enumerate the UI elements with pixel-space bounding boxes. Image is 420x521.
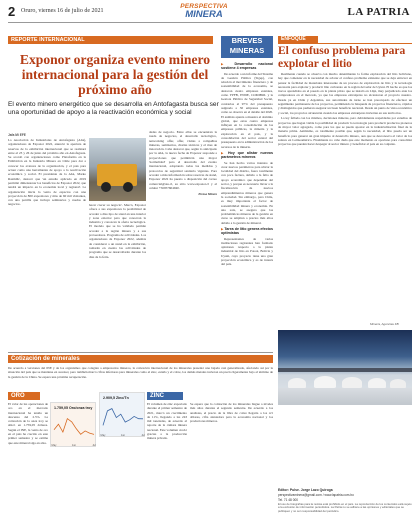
cobre-text: Se espera que la cotización de los minerales llegue a niveles más altos durante el segundo semestre. De acuerdo a los analistas, el precio de la libra de cobre llegaría a los 4.5 dólares, cifra alentadora para la economía nacional y los productores mineros. [190, 402, 273, 424]
chart-tick-label: Jul [92, 444, 96, 447]
header-rule [8, 22, 412, 23]
footer-tel: Tel. 71 48 000 [278, 498, 299, 502]
byline: Jafa Mi EFE [8, 133, 26, 137]
article-body-3: dades de negocio. Entre ellas se encuentran la rueda de negocios, el desarrollo tecnológico, networking offer, offer, visitas a compañías mineras, seminarios, charlas técnicas y el mes de innovación. Cabe destacar que, según lo anticipado por la AIA, la nueva fecha de Exponor responde a proyecciones que permitirán una mayor 'normalidad' para el desarrollo del evento internacional, adoptando todas las medidas y protocolos de seguridad sanitaria vigentes. Para acceder a más información sobre reservas de stand, Exponor 2022 ha puesto a disposición del correo comercial@aia.cl, su sitio www.exponor.cl y el celular +56957604940. [149, 130, 217, 190]
enfoque-banner: ENFOQUE [278, 36, 318, 43]
zinc-box [99, 392, 187, 512]
enfoque-credit: Minería, Agencias FB [370, 322, 399, 326]
chart-line [54, 419, 94, 435]
main-deck: El evento minero energético que se desarrolla en Antofagasta busca ser una oportunidad de apoyo a la reactivación económica y social [8, 101, 219, 116]
chart-tick-label: May [100, 434, 106, 437]
zinc-chart [99, 392, 145, 437]
chart-line [103, 409, 143, 426]
oro-chart [50, 402, 96, 447]
breve-title-3: ▶ Tarea de litio genera efectos optimistas [221, 227, 273, 236]
logo-bottom: MINERA [185, 9, 223, 20]
enfoque-rule [278, 43, 412, 44]
issue-date: Oruro, viernes 16 de julio de 2021 [21, 8, 104, 14]
breve-text-3: Representantes de varias instituciones regionales han formado opiniones respecto a la planta industrial de litio en Potosí, Bolivia y Uyuni, cuyo proyecto tiene una gran proyección económica y es de interés del país. [221, 236, 273, 267]
section-banner-left: REPORTE INTERNACIONAL [8, 36, 213, 44]
breve-title-1: ▶ Desarrollo nacional sostiene 4 empresas [221, 62, 273, 71]
oro-chart-svg [51, 403, 97, 448]
article-credit: Prensa Minera [198, 191, 217, 196]
breve-text-1: De acuerdo a un informe del Sistema de Gestión Pública (Sigep), con relación al movimiento financiero y de sostenibilidad de la economía, se destacan cuatro empresas estatales, como YPFB, ENDE, COMIBOL y la Gestora Pública de Seguridad Social, contrarias al 97% del presupuesto asignado a 30 empresas estatales, como se observa en el detalle del 2020. El análisis apunta a muestra el dominio global, que estas cuatro empresas influyen en la consolidación de las empresas públicas, la minería y la exploración en el país, y la consolidación del sector estatal del presupuesto en la administración de los recursos de la minería. [221, 71, 273, 149]
newspaper-name: LA PATRIA [347, 6, 410, 18]
chart-tick-label: Jun [120, 434, 126, 437]
article-col-2 [89, 203, 146, 345]
breves-column [221, 60, 273, 345]
page-header [0, 0, 420, 22]
article-col-3 [149, 130, 217, 345]
zinc-chart-svg [100, 393, 146, 438]
oro-text: El valor de las operaciones de oro en el mercado internacional ha tenido un descenso del 2.5%. La cotización de la onza troy se ubicó en 1.759,05 dólares. Según el INE, la venta de oro en el país ha crecido en este primer semestre y se estima que este mineral siga en alza. [8, 402, 48, 445]
section-logo [162, 3, 246, 21]
oro-box [8, 392, 96, 512]
salt-flat-photo [278, 330, 412, 405]
article-col-1 [8, 138, 86, 345]
enfoque-body-2: La ley fallada con los mismos, decisiones mineras, pero debidamente respaldadas por estudios de proyectos que hagan viable la posibilidad de producir la tecnología para producir productos pioneros de mayor valor agregado, como para los que se pueda apostar en la industrialización final de la materia prima. Asimismo, es totalmente posible que, según la necesidad, el litio pueda ser un beneficio para generar un gran impulso al desarrollo minero, aun que se desconozca el valor de los salares en Latinoamérica. Finalmente no cabe duda que este momento es oportuno para consolidar proyectos que pueden hacer despegar al sector minero y beneficiar al país en su conjunto. [278, 116, 412, 147]
chart-tick-label: Jun [71, 444, 77, 447]
oro-title: ORO [8, 392, 40, 400]
logo-top: PERSPECTIVA [180, 3, 228, 10]
footer-editor: Editor: Pulse. Jorge Lazo Quiroga [278, 488, 333, 492]
footer-note: El uso de fotografías para la revista está prohibido en el país. La reproducción de los contenidos está sujeto a la exclusión de información periodística. La Patria no se adhiere a las opiniones y editoriales que se publiquen y no son responsabilidad del periódico. [278, 502, 412, 513]
chart-title: 2.909,5 Zinc/Tn [103, 396, 129, 400]
page-number: 2 [8, 4, 16, 19]
chart-tick-label: May [51, 444, 57, 447]
cotizacion-intro: De acuerdo a versiones del INE y de los organismos que colegian a empresarios mineros, la cotización internacional de los minerales presentó una bajada casi generalizada, afectando así por la situación del país que se mantiene en ascenso; pero también marcó cifras inferiores para minerales como el zinc, estaño y el cobre, los demás metales tuvieron un precio ligeramente bajo al término de la gestión de la China. Se espera una próxima recuperación. [8, 366, 273, 379]
breves-banner [221, 36, 273, 58]
article-body-2: hacer crecer su negocio'. Marcó, Exponor ofrece a sus expositores la posibilidad de acceder a días tipo de stand en una interior y zona exterior para que conozcan la industria y conozcan la oferta tecnológica. El modelo que se ha validado permite acceder a la región minera y a sus proveedores. Programa de actividades. Los organizadores de Exponor 2022, además de considerar a un stand en la exhibición, tomarán en cuenta las actividades de programa que se desarrollarán durante los días de la feria. [89, 203, 146, 259]
cotizacion-rule [8, 352, 273, 353]
breve-title-2: ▶ Hoy que alistar nuevos parámetros mineros [221, 151, 273, 160]
chart-title: 1.759,05 Oro/onza troy [54, 406, 93, 410]
chart-tick-label: Jul [141, 434, 145, 437]
breves-title-top: BREVES [231, 36, 263, 45]
zinc-text: El volumen de zinc exportado durante el primer semestre de 2021, marcó un crecimiento de 11%, llegando a las 243 mil toneladas, de acuerdo al reporte de la cámara minera nacional. Este volumen creció gracias a la producción minera privada. [147, 402, 187, 441]
enfoque-headline: El confuso problema para explotar el litio [278, 45, 406, 70]
enfoque-text [278, 72, 412, 320]
enfoque-body: Realmente cuando se observa con mucho detenimiento la forma explotación del litio boliviano, hay que comenzar en la necesidad de aclarar el confuso problema existente que se deja entrever en pensar la facilidad de materiales interesante de un proceso de explotación de litio y la tecnología necesaria para explotar y producir litio carbonato en la región del salar de Uyuni. El hecho es que los trucos aprendidos en el pasado en la planta piloto que se instaló en Llipi, muy perjudicado ante los compradores en el mercado, ya que las empresas extranjeras no alcanzaron el proyecto nuestro. Desde ya en Chile y Argentina, sus autoridades de turno se han preocupado de efectuar un seguimiento permanente de los proyectos, permitiendo la búsqueda de proyectos financieros, rápidos y distinguidos que pudieran asegurar un buen beneficio nacional. Desde un punto de vista económico y social, los proyectos alcanzarán cuando las empresas extranjeras inviertan en sus territorios. [278, 72, 412, 115]
cobre-box [190, 392, 273, 512]
breve-text-2: Se han hecho varios intentos de crear nuevos parámetros para ubicar la localidad del distrito, fuera totalmente con poca factura, debido a la falta de apoyo económico que dependían del sector, y porque es necesario llevar a la fiscalización de nuevos emprendimientos mineros que genera la sociedad. Sin embargo, para Chile, es muy importante el factor de sostenibilidad minera y economía. En una sola, se asegura que las problemáticas mineras de la gestión en curso se amplían a precios más altos debido a la gestión de mineral. [221, 160, 273, 225]
article-body: La Asociación de Industriales de Antofagasta (AIA), organizadores de Exponor 2022, anunció la apertura de reservas de la exhibición internacional que se realizará entre el 23 y 26 de junio del próximo año en Antofagasta. Se acordó con organizaciones como Plataforma en la Exhibición en la Industria Minera en Chile para dar a conocer los avances de la organización, y el país para actuar como una herramienta de apoyo a la reactivación económica y social. El presidente de la AIA, Marko Razmilic, destacó que 'un estudio aplicado en 2019 permitió dimensionar los beneficios de Exponor 2022, que tendrá un impacto en la economía local y regional'. La organización inicia la venta de espacios con una proyección de 800 expositores y más de 60 mil visitantes, con una parrilla que incluye seminarios y ruedas de negocios. [8, 138, 86, 207]
breves-title-bottom: MINERAS [229, 46, 265, 55]
zinc-title: ZINC [147, 392, 183, 400]
truck-photo [89, 138, 146, 201]
cotizacion-banner: Cotización de minerales [8, 355, 273, 363]
footer-email: perspectivaminera@gmail.com / www.lapatria.com.bo [278, 493, 354, 497]
main-headline: Exponor organiza evento minero internacional para la gestión del próximo año [19, 52, 211, 97]
